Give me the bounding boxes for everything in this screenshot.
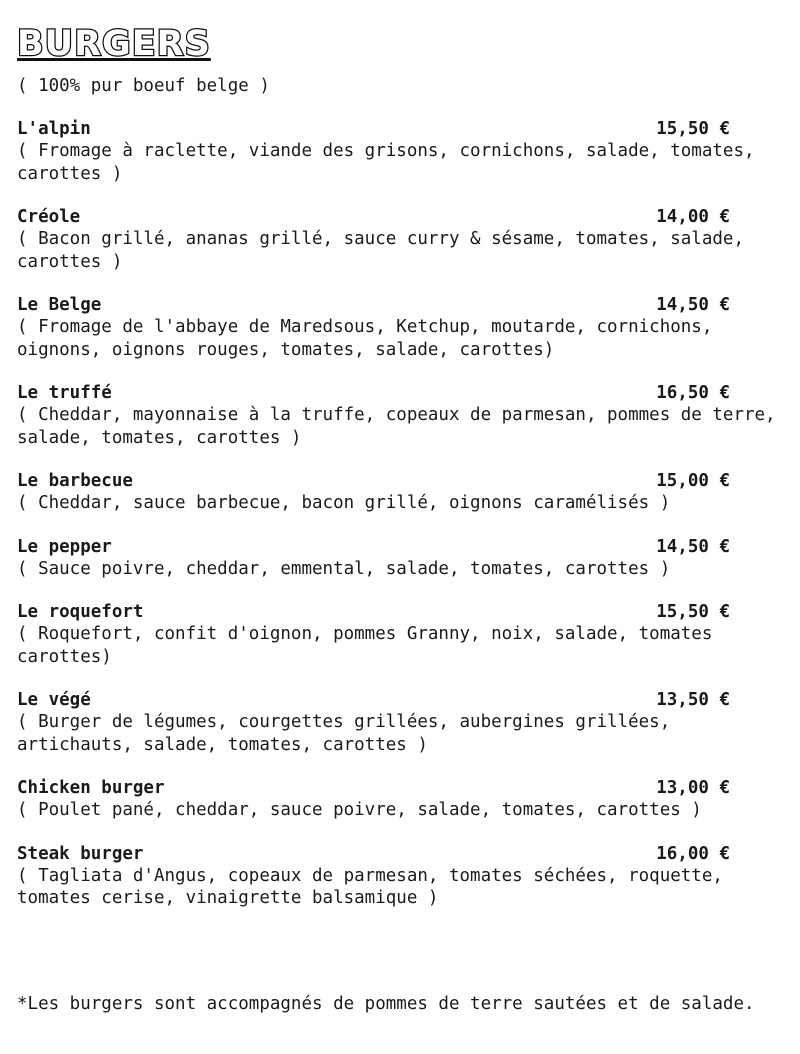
menu-item-pepper [17,536,787,581]
item-name: Le végé [17,690,91,710]
item-price: 16,50 € [656,383,730,403]
menu-title: BURGERS [17,24,211,64]
menu-item-header [17,536,730,558]
item-name: Le pepper [17,536,112,557]
menu-item-header [17,470,730,492]
item-description: ( Cheddar, mayonnaise à la truffe, copeaux de parmesan, pommes de terre, salade, tomates, carottes ) [17,405,776,448]
item-name: Le truffé [17,383,112,403]
menu-item-header [17,118,730,140]
item-price: 13,00 € [656,778,730,798]
item-name: Créole [17,207,81,227]
item-description: ( Cheddar, sauce barbecue, bacon grillé, oignons caramélisés ) [17,493,671,513]
item-name: Le Belge [17,295,102,315]
menu-footnote: *Les burgers sont accompagnés de pommes de terre sautées et de salade. [17,994,755,1014]
menu-item-belge [17,294,787,361]
item-name: Steak burger [17,843,144,864]
menu-item-header [17,206,730,228]
menu-item-roquefort [17,601,787,668]
item-description: ( Roquefort, confit d'oignon, pommes Granny, noix, salade, tomates carottes) [17,624,713,667]
menu-item-creole [17,206,787,273]
item-price: 13,50 € [656,690,730,710]
item-name: Le barbecue [17,471,133,491]
item-price: 15,50 € [656,602,730,622]
item-description: ( Tagliata d'Angus, copeaux de parmesan, tomates séchées, roquette, tomates cerise, vinaigrette balsamique ) [17,865,723,908]
menu-item-header [17,777,730,799]
menu-page [17,26,787,931]
item-name: L'alpin [17,119,91,139]
item-description: ( Burger de légumes, courgettes grillées, aubergines grillées, artichauts, salade, tomates, carottes ) [17,712,671,755]
menu-item-header [17,382,730,404]
item-description: ( Fromage de l'abbaye de Maredsous, Ketchup, moutarde, cornichons, oignons, oignons rouges, tomates, salade, carottes) [17,317,713,360]
menu-item-barbecue [17,470,787,515]
item-price: 14,50 € [656,536,730,557]
item-description: ( Sauce poivre, cheddar, emmental, salade, tomates, carottes ) [17,558,671,579]
item-price: 15,00 € [656,471,730,491]
menu-items [17,118,787,910]
menu-item-header [17,843,730,865]
menu-item-vege [17,689,787,756]
menu-subtitle: ( 100% pur boeuf belge ) [17,76,270,96]
item-description: ( Poulet pané, cheddar, sauce poivre, salade, tomates, carottes ) [17,800,702,820]
item-name: Chicken burger [17,778,165,798]
item-description: ( Fromage à raclette, viande des grisons, cornichons, salade, tomates, carottes ) [17,141,755,184]
item-price: 14,00 € [656,207,730,227]
menu-item-chicken-burger [17,777,787,822]
menu-item-steak-burger [17,843,787,910]
menu-item-header [17,601,730,623]
menu-item-header [17,689,730,711]
menu-item-truffe [17,382,787,449]
item-description: ( Bacon grillé, ananas grillé, sauce curry & sésame, tomates, salade, carottes ) [17,229,744,272]
item-price: 16,00 € [656,843,730,864]
item-price: 15,50 € [656,119,730,139]
menu-item-header [17,294,730,316]
item-price: 14,50 € [656,295,730,315]
item-name: Le roquefort [17,602,144,622]
menu-item-alpin [17,118,787,185]
